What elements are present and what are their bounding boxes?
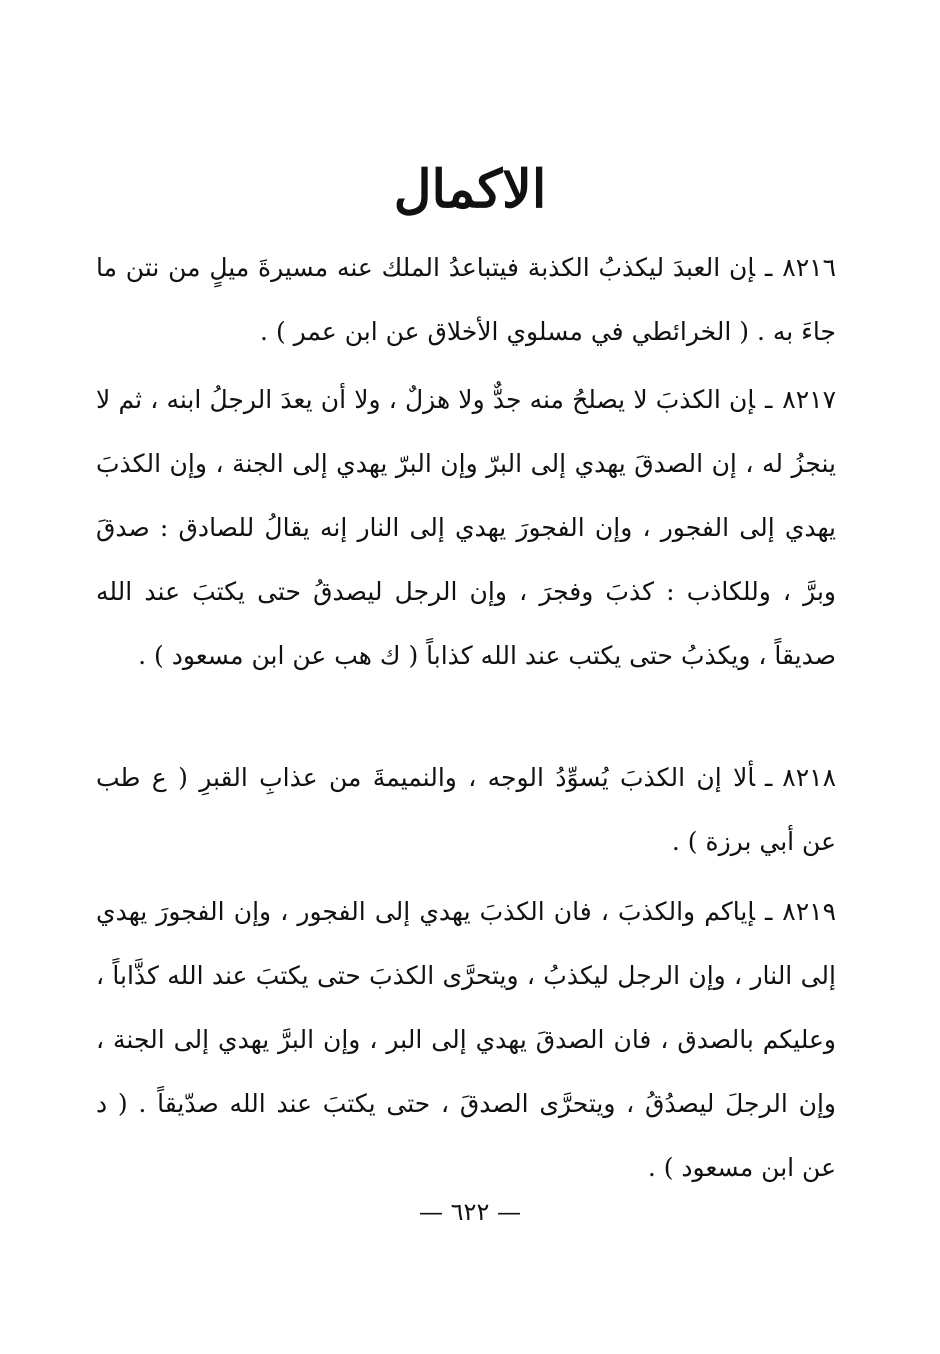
entry-text: إن الكذبَ لا يصلحُ منه جدٌّ ولا هزلٌ ، ولا أن يعدَ الرجلُ ابنه ، ثم لا ينجزُ له ، إن الصدقَ يهدي إلى البرّ وإن البرّ يهدي إلى الجنة ، وإن الكذبَ يهدي إلى الفجور ، وإن الفجورَ يهدي إلى النار إنه يقالُ للصادق : صدقَ وبرَّ ، وللكاذب : كذبَ وفجرَ ، وإن الرجل ليصدقُ حتى يكتبَ عند الله صديقاً ، ويكذبُ حتى يكتب عند الله كذاباً ( ك هب عن ابن مسعود ) . (96, 385, 836, 670)
entry-number: ٨٢١٨ (782, 763, 836, 792)
hadith-entry (96, 236, 836, 364)
entry-dash: ـ (764, 253, 773, 282)
entry-dash: ـ (764, 897, 773, 926)
entry-text: إياكم والكذبَ ، فان الكذبَ يهدي إلى الفجور ، وإن الفجورَ يهدي إلى النار ، وإن الرجل ليكذبُ ، ويتحرَّى الكذبَ حتى يكتبَ عند الله كذَّاباً ، وعليكم بالصدق ، فان الصدقَ يهدي إلى البر ، وإن البرَّ يهدي إلى الجنة ، وإن الرجلَ ليصدُقُ ، ويتحرَّى الصدقَ ، حتى يكتبَ عند الله صدّيقاً . ( د عن ابن مسعود ) . (96, 897, 836, 1182)
entry-number: ٨٢١٧ (782, 385, 836, 414)
page-title: الاكمال (393, 159, 547, 220)
entry-text: ألا إن الكذبَ يُسوِّدُ الوجه ، والنميمةَ من عذابِ القبرِ ( ع طب عن أبي برزة ) . (96, 763, 836, 856)
entry-dash: ـ (764, 763, 773, 792)
entry-text: إن العبدَ ليكذبُ الكذبة فيتباعدُ الملك عنه مسيرةَ ميلٍ من نتن ما جاءَ به . ( الخرائطي في مسلوي الأخلاق عن ابن عمر ) . (96, 253, 836, 346)
page-number: — ٦٢٢ — (419, 1198, 521, 1226)
hadith-entry (96, 368, 836, 688)
entry-dash: ـ (764, 385, 773, 414)
hadith-entry (96, 746, 836, 874)
entry-number: ٨٢١٦ (782, 253, 836, 282)
hadith-entry (96, 880, 836, 1200)
entry-number: ٨٢١٩ (782, 897, 836, 926)
